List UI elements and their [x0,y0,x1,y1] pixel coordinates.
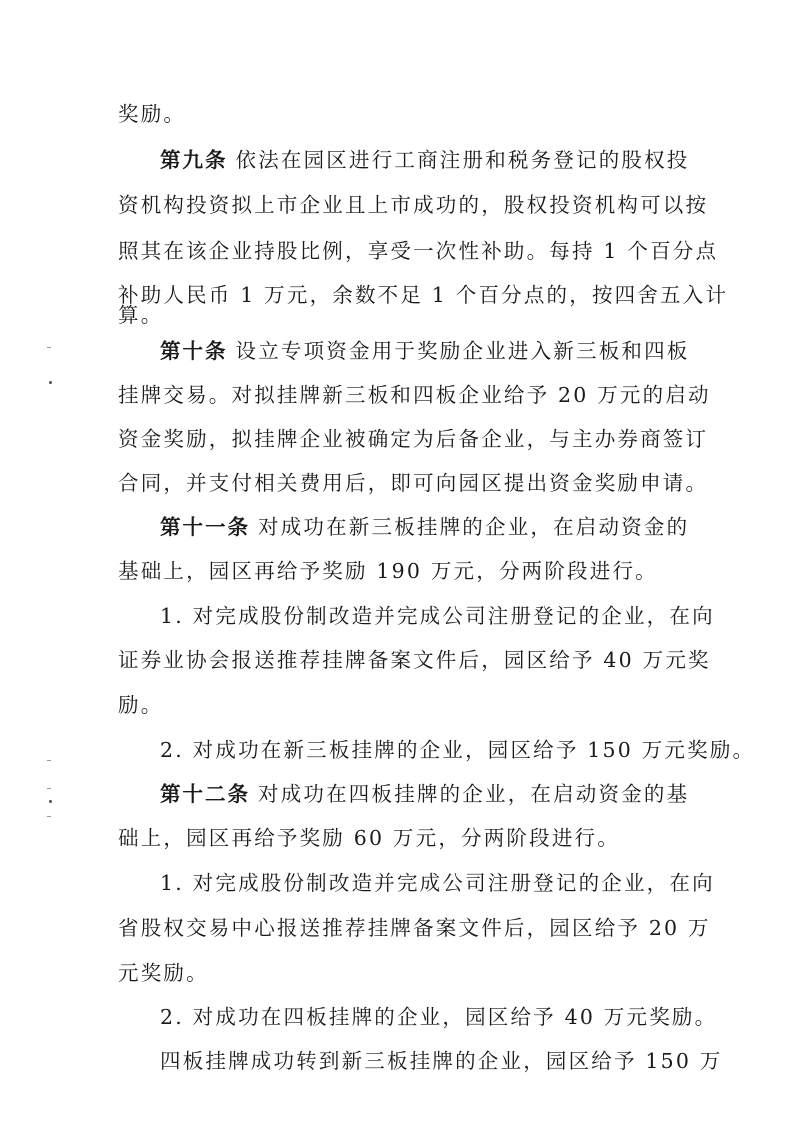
text-line [118,99,648,129]
line-text: 资机构投资拟上市企业且上市成功的，股权投资机构可以按 [118,193,709,217]
text-line [118,556,658,586]
scan-mark [47,788,51,789]
line-text: 对成功在新三板挂牌的企业，在启动资金的 [258,515,690,539]
text-line [118,424,709,454]
text-line [118,236,719,266]
line-text: 挂牌交易。对拟挂牌新三板和四板企业给予 20 万元的启动 [118,383,711,407]
line-text: 基础上，园区再给予奖励 190 万元，分两阶段进行。 [118,559,658,583]
line-text: 省股权交易中心报送推荐挂牌备案文件后，园区给予 20 万 [118,916,711,940]
article-10-line [160,336,690,366]
line-text: 奖励。 [118,102,187,126]
text-line [118,300,648,330]
line-text: 元奖励。 [118,961,209,985]
line-text: 1. 对完成股份制改造并完成公司注册登记的企业，在向 [160,604,715,628]
article-9-line [160,145,690,175]
list-item-line [160,868,715,898]
article-heading: 第十条 [160,339,228,363]
text-line [118,913,711,943]
text-line [118,958,648,988]
line-text: 四板挂牌成功转到新三板挂牌的企业，园区给予 150 万 [160,1049,723,1073]
text-line [118,690,648,720]
line-text: 证券业协会报送推荐挂牌备案文件后，园区给予 40 万元奖 [118,648,711,672]
scan-mark [47,760,51,761]
line-text: 补助人民币 1 万元，余数不足 1 个百分点的，按四舍五入计 [118,283,729,307]
line-text: 资金奖励，拟挂牌企业被确定为后备企业，与主办券商签订 [118,427,709,451]
text-line [118,190,709,220]
line-text: 依法在园区进行工商注册和税务登记的股权投 [235,148,690,172]
article-heading: 第九条 [160,148,228,172]
article-12-line [160,779,690,809]
line-text: 础上，园区再给予奖励 60 万元，分两阶段进行。 [118,826,620,850]
list-item-line [160,601,715,631]
binding-hole-mark [49,381,52,384]
line-text: 照其在该企业持股比例，享受一次性补助。每持 1 个百分点 [118,239,719,263]
scan-mark [47,347,51,348]
list-item-line [160,735,756,765]
scan-mark [47,816,51,817]
text-line [118,380,711,410]
article-11-line [160,512,690,542]
line-text: 对成功在四板挂牌的企业，在启动资金的基 [258,782,690,806]
text-line [118,645,711,675]
article-heading: 第十一条 [160,515,250,539]
line-text: 1. 对完成股份制改造并完成公司注册登记的企业，在向 [160,871,715,895]
text-line [118,823,648,853]
binding-hole-mark [49,800,52,803]
line-text: 算。 [118,303,164,327]
list-item-line [160,1002,718,1032]
text-line [118,468,709,498]
article-heading: 第十二条 [160,782,250,806]
line-text: 合同，并支付相关费用后，即可向园区提出资金奖励申请。 [118,471,709,495]
line-text: 2. 对成功在四板挂牌的企业，园区给予 40 万元奖励。 [160,1005,718,1029]
line-text: 2. 对成功在新三板挂牌的企业，园区给予 150 万元奖励。 [160,738,756,762]
text-line [160,1046,723,1076]
line-text: 设立专项资金用于奖励企业进入新三板和四板 [235,339,690,363]
line-text: 励。 [118,693,164,717]
